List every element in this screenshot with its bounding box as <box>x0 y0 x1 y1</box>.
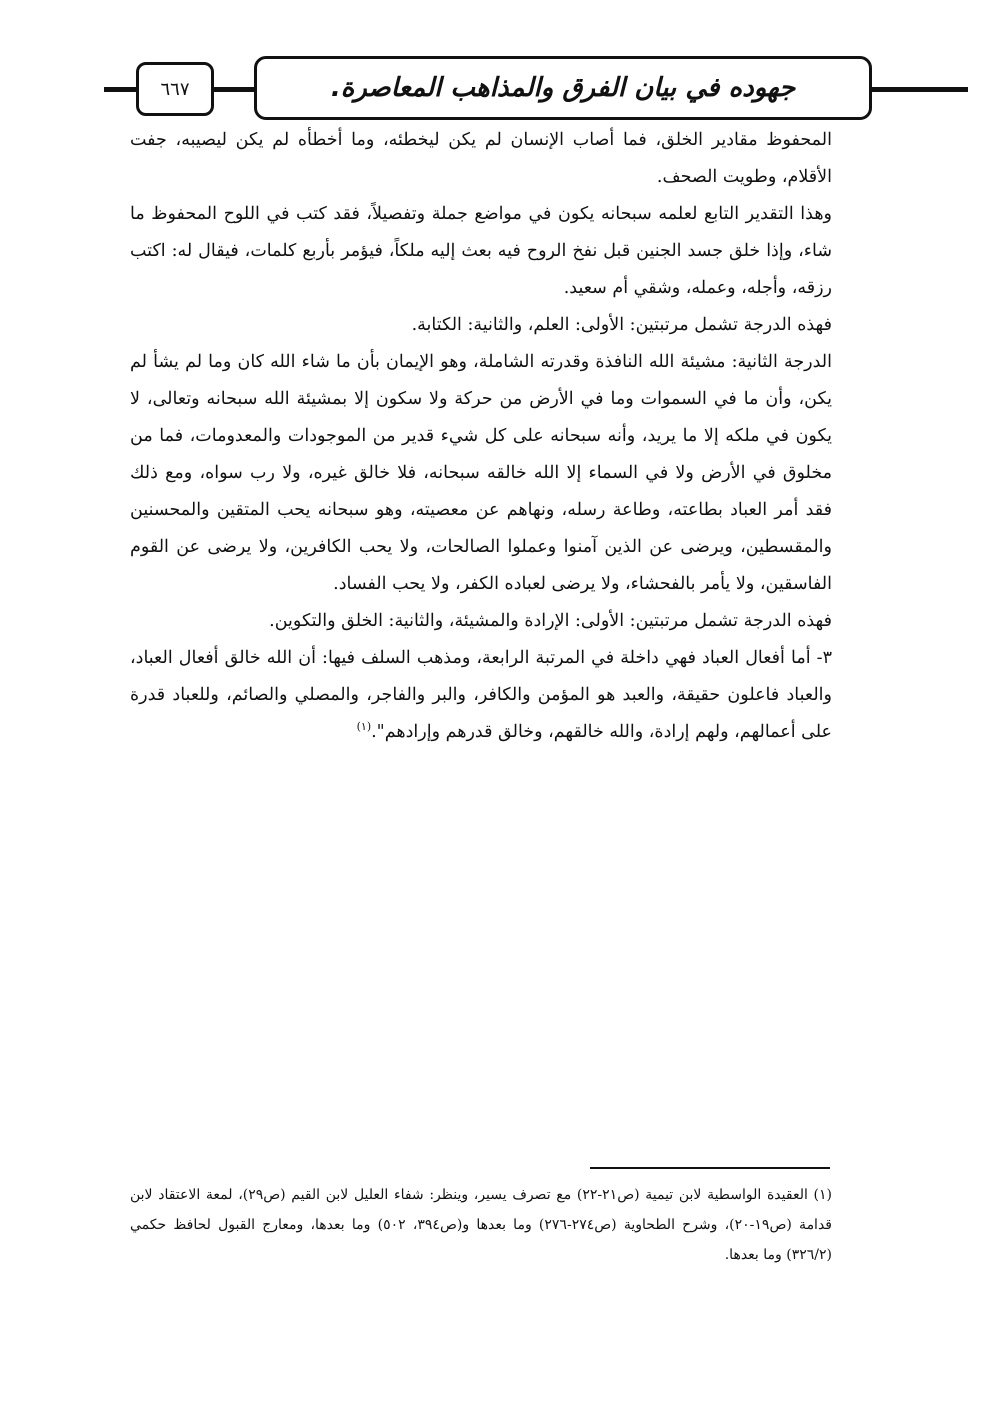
page-header <box>104 56 968 122</box>
paragraph-3: فهذه الدرجة تشمل مرتبتين: الأولى: العلم، والثانية: الكتابة. <box>411 315 832 335</box>
body-text <box>130 122 832 751</box>
paragraph-5: فهذه الدرجة تشمل مرتبتين: الأولى: الإرادة والمشيئة، والثانية: الخلق والتكوين. <box>269 611 832 631</box>
paragraph-6 <box>130 640 832 751</box>
page-number: ٦٦٧ <box>136 62 214 116</box>
footnote-reference: (١) <box>356 720 372 734</box>
paragraph-6-text: ٣- أما أفعال العباد فهي داخلة في المرتبة الرابعة، ومذهب السلف فيها: أن الله خالق أفعال العباد، والعباد فاعلون حقيقة، والعبد هو المؤمن والكافر، والبر والفاجر، والمصلي والصائم، وللعباد قدرة على أعمالهم، ولهم إرادة، والله خالقهم، وخالق قدرهم وإرادهم". <box>130 648 832 742</box>
paragraph-4: الدرجة الثانية: مشيئة الله النافذة وقدرته الشاملة، وهو الإيمان بأن ما شاء الله كان وما لم يشأ لم يكن، وأن ما في السموات وما في الأرض من حركة ولا سكون إلا بمشيئة الله سبحانه وتعالى، لا يكون في ملكه إلا ما يريد، وأنه سبحانه على كل شيء قدير من الموجودات والمعدومات، فما من مخلوق في الأرض ولا في السماء إلا الله خالقه سبحانه، فلا خالق غيره، ولا رب سواه، ومع ذلك فقد أمر العباد بطاعته، وطاعة رسله، ونهاهم عن معصيته، وهو سبحانه يحب المتقين والمحسنين والمقسطين، ويرضى عن الذين آمنوا وعملوا الصالحات، ولا يحب الكافرين، ولا يرضى عن القوم الفاسقين، ولا يأمر بالفحشاء، ولا يرضى لعباده الكفر، ولا يحب الفساد. <box>130 352 832 594</box>
paragraph-1: المحفوظ مقادير الخلق، فما أصاب الإنسان لم يكن ليخطئه، وما أخطأه لم يكن ليصيبه، جفت الأقلام، وطويت الصحف. <box>130 130 832 187</box>
footnote: (١) العقيدة الواسطية لابن تيمية (ص٢١-٢٢) مع تصرف يسير، وينظر: شفاء العليل لابن القيم (ص٢٩)، لمعة الاعتقاد لابن قدامة (ص١٩-٢٠)، وشرح الطحاوية (ص٢٧٤-٢٧٦) وما بعدها و(ص٣٩٤، ٥٠٢) وما بعدها، ومعارج القبول لحافظ حكمي (٣٢٦/٢) وما بعدها. <box>130 1187 832 1263</box>
running-title: جهوده في بيان الفرق والمذاهب المعاصرة. <box>254 56 872 120</box>
footnote-rule <box>590 1167 830 1169</box>
paragraph-2: وهذا التقدير التابع لعلمه سبحانه يكون في مواضع جملة وتفصيلاً، فقد كتب في اللوح المحفوظ ما شاء، وإذا خلق جسد الجنين قبل نفخ الروح فيه بعث إليه ملكاً، فيؤمر بأربع كلمات، فيقال له: اكتب رزقه، وأجله، وعمله، وشقي أم سعيد. <box>130 204 832 298</box>
